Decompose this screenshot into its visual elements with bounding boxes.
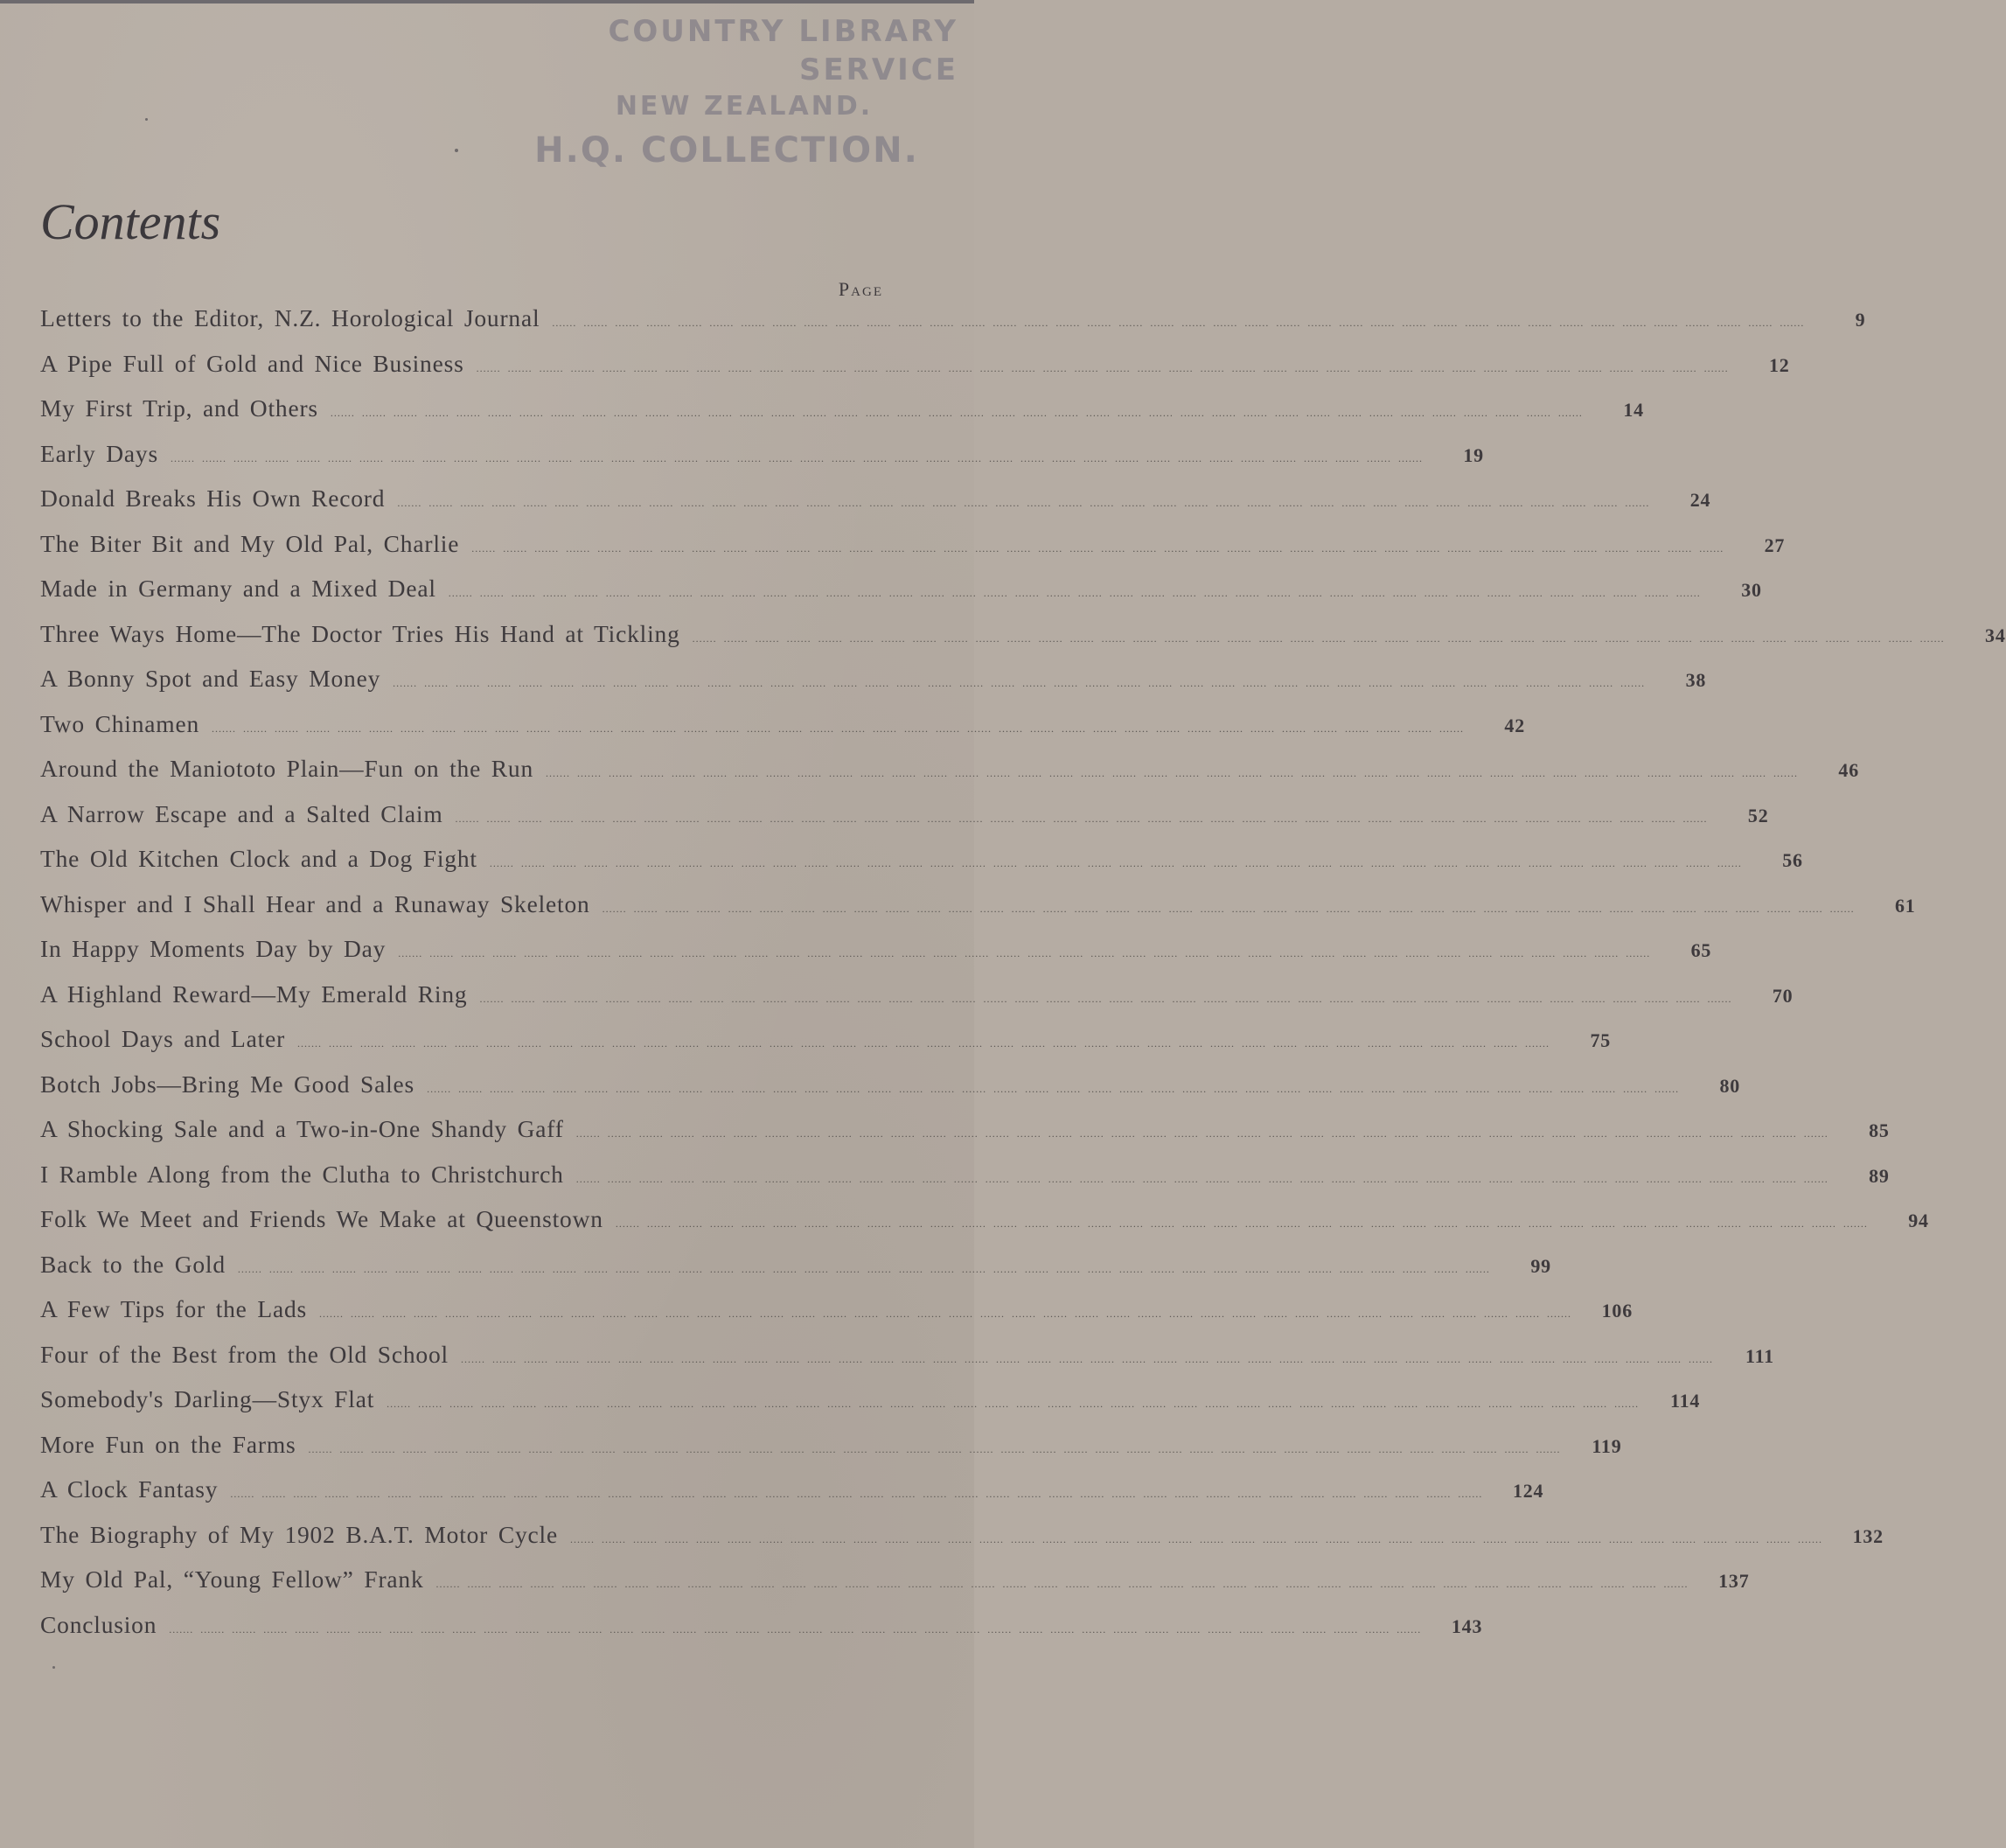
toc-entry-page: 85 — [1869, 1119, 1890, 1141]
dot-leader: ....... ....... ....... ....... ....... ....... ....... ....... ....... ....... ....... ....... ....... ....... ....... ....... ....... ....... ....... ....... ....... ....... ....... ....... ....... ....... ....... ....... ....... ....... ....... ....... ....... ....... ....... ....... ....... ....... ....... ....... — [427, 1082, 1680, 1095]
toc-entry — [40, 575, 1762, 620]
stamp-line-3: H.Q. COLLECTION. — [534, 130, 919, 171]
dot-leader: ....... ....... ....... ....... ....... ....... ....... ....... ....... ....... ....... ....... ....... ....... ....... ....... ....... ....... ....... ....... ....... ....... ....... ....... ....... ....... ....... ....... ....... ....... ....... ....... ....... ....... ....... ....... ....... ....... ....... ....... — [212, 722, 1464, 735]
toc-entry-page: 99 — [1530, 1254, 1551, 1277]
library-stamp — [469, 12, 958, 177]
dot-leader: ....... ....... ....... ....... ....... ....... ....... ....... ....... ....... ....... ....... ....... ....... ....... ....... ....... ....... ....... ....... ....... ....... ....... ....... ....... ....... ....... ....... ....... ....... ....... ....... ....... ....... ....... ....... ....... ....... ....... ....... — [471, 541, 1724, 554]
dot-leader: ....... ....... ....... ....... ....... ....... ....... ....... ....... ....... ....... ....... ....... ....... ....... ....... ....... ....... ....... ....... ....... ....... ....... ....... ....... ....... ....... ....... ....... ....... ....... ....... ....... ....... ....... ....... ....... ....... ....... ....... — [330, 407, 1583, 419]
toc-entry-page: 119 — [1592, 1434, 1622, 1457]
page-column-label: Page — [838, 278, 883, 300]
toc-entry-page: 38 — [1685, 669, 1707, 691]
toc-entry-title: School Days and Later — [40, 1025, 286, 1052]
toc-entry-title: Folk We Meet and Friends We Make at Queenstown — [40, 1205, 603, 1232]
toc-entry-title: Early Days — [40, 439, 158, 467]
toc-entry — [40, 394, 1644, 440]
toc-entry-title: A Few Tips for the Lads — [40, 1295, 308, 1322]
toc-entry-page: 143 — [1451, 1614, 1483, 1637]
toc-entry-title: Donald Breaks His Own Record — [40, 485, 386, 512]
toc-entry-title: A Pipe Full of Gold and Nice Business — [40, 349, 464, 377]
toc-entry — [40, 889, 1916, 936]
toc-entry-title: In Happy Moments Day by Day — [40, 935, 387, 962]
toc-entry-title: A Shocking Sale and a Two-in-One Shandy Gaff — [40, 1115, 564, 1142]
toc-entry-title: Made in Germany and a Mixed Deal — [40, 575, 436, 602]
dot-leader: ....... ....... ....... ....... ....... ....... ....... ....... ....... ....... ....... ....... ....... ....... ....... ....... ....... ....... ....... ....... ....... ....... ....... ....... ....... ....... ....... ....... ....... ....... ....... ....... ....... ....... ....... ....... ....... ....... ....... ....... — [575, 1172, 1828, 1185]
toc-entry-page: 34 — [1985, 624, 2006, 646]
page-top-edge — [0, 0, 974, 3]
toc-entry — [40, 1610, 1483, 1656]
toc-entry — [40, 349, 1790, 395]
toc-entry-page: 75 — [1590, 1029, 1612, 1051]
toc-entry — [40, 1430, 1622, 1476]
toc-entry-page: 19 — [1463, 443, 1484, 466]
toc-entry-title: A Clock Fantasy — [40, 1475, 219, 1503]
dot-leader: ....... ....... ....... ....... ....... ....... ....... ....... ....... ....... ....... ....... ....... ....... ....... ....... ....... ....... ....... ....... ....... ....... ....... ....... ....... ....... ....... ....... ....... ....... ....... ....... ....... ....... ....... ....... ....... ....... ....... ....... — [387, 1398, 1640, 1410]
paper-speck — [52, 1666, 55, 1669]
toc-entry-page: 46 — [1838, 759, 1860, 781]
toc-entry-page: 14 — [1623, 399, 1644, 421]
toc-entry — [40, 1340, 1774, 1386]
dot-leader: ....... ....... ....... ....... ....... ....... ....... ....... ....... ....... ....... ....... ....... ....... ....... ....... ....... ....... ....... ....... ....... ....... ....... ....... ....... ....... ....... ....... ....... ....... ....... ....... ....... ....... ....... ....... ....... ....... ....... ....... — [476, 361, 1729, 374]
toc-entry — [40, 1160, 1890, 1206]
toc-entry — [40, 439, 1484, 485]
dot-leader: ....... ....... ....... ....... ....... ....... ....... ....... ....... ....... ....... ....... ....... ....... ....... ....... ....... ....... ....... ....... ....... ....... ....... ....... ....... ....... ....... ....... ....... ....... ....... ....... ....... ....... ....... ....... ....... ....... ....... ....... — [569, 1532, 1822, 1545]
dot-leader: ....... ....... ....... ....... ....... ....... ....... ....... ....... ....... ....... ....... ....... ....... ....... ....... ....... ....... ....... ....... ....... ....... ....... ....... ....... ....... ....... ....... ....... ....... ....... ....... ....... ....... ....... ....... ....... ....... ....... ....... — [460, 1352, 1713, 1365]
toc-entry — [40, 935, 1712, 980]
dot-leader: ....... ....... ....... ....... ....... ....... ....... ....... ....... ....... ....... ....... ....... ....... ....... ....... ....... ....... ....... ....... ....... ....... ....... ....... ....... ....... ....... ....... ....... ....... ....... ....... ....... ....... ....... ....... ....... ....... ....... ....... — [308, 1442, 1561, 1455]
toc-entry — [40, 619, 2006, 666]
dot-leader: ....... ....... ....... ....... ....... ....... ....... ....... ....... ....... ....... ....... ....... ....... ....... ....... ....... ....... ....... ....... ....... ....... ....... ....... ....... ....... ....... ....... ....... ....... ....... ....... ....... ....... ....... ....... ....... ....... ....... ....... — [435, 1578, 1689, 1590]
dot-leader: ....... ....... ....... ....... ....... ....... ....... ....... ....... ....... ....... ....... ....... ....... ....... ....... ....... ....... ....... ....... ....... ....... ....... ....... ....... ....... ....... ....... ....... ....... ....... ....... ....... ....... ....... ....... ....... ....... ....... ....... — [397, 497, 1650, 509]
toc-entry — [40, 304, 1866, 350]
toc-entry-page: 56 — [1782, 849, 1803, 871]
toc-entry-title: Conclusion — [40, 1610, 157, 1638]
toc-entry-title: A Narrow Escape and a Salted Claim — [40, 799, 443, 827]
toc-entry — [40, 1520, 1884, 1566]
dot-leader: ....... ....... ....... ....... ....... ....... ....... ....... ....... ....... ....... ....... ....... ....... ....... ....... ....... ....... ....... ....... ....... ....... ....... ....... ....... ....... ....... ....... ....... ....... ....... ....... ....... ....... ....... ....... ....... ....... ....... ....... — [393, 677, 1646, 689]
toc-entry-page: 30 — [1741, 579, 1762, 601]
toc-entry-title: Whisper and I Shall Hear and a Runaway Skeleton — [40, 889, 590, 917]
dot-leader: ....... ....... ....... ....... ....... ....... ....... ....... ....... ....... ....... ....... ....... ....... ....... ....... ....... ....... ....... ....... ....... ....... ....... ....... ....... ....... ....... ....... ....... ....... ....... ....... ....... ....... ....... ....... ....... ....... ....... ....... — [546, 767, 1799, 779]
toc-entry — [40, 1566, 1750, 1611]
toc-entry-title: Two Chinamen — [40, 709, 199, 737]
toc-entry — [40, 755, 1860, 800]
toc-entry — [40, 709, 1525, 756]
toc-entry — [40, 799, 1769, 846]
dot-leader: ....... ....... ....... ....... ....... ....... ....... ....... ....... ....... ....... ....... ....... ....... ....... ....... ....... ....... ....... ....... ....... ....... ....... ....... ....... ....... ....... ....... ....... ....... ....... ....... ....... ....... ....... ....... ....... ....... ....... ....... — [297, 1037, 1550, 1050]
toc-entry-title: Letters to the Editor, N.Z. Horological Journal — [40, 304, 540, 331]
toc-entry — [40, 1025, 1612, 1070]
toc-entry — [40, 980, 1794, 1026]
dot-leader: ....... ....... ....... ....... ....... ....... ....... ....... ....... ....... ....... ....... ....... ....... ....... ....... ....... ....... ....... ....... ....... ....... ....... ....... ....... ....... ....... ....... ....... ....... ....... ....... ....... ....... ....... ....... ....... ....... ....... ....... — [692, 631, 1945, 645]
toc-entry-title: Around the Maniototo Plain—Fun on the Run — [40, 755, 534, 782]
toc-entry-page: 24 — [1689, 489, 1711, 511]
toc-entry — [40, 1295, 1633, 1341]
stamp-line-2: NEW ZEALAND. — [615, 91, 874, 122]
toc-entry — [40, 845, 1803, 890]
toc-entry-page: 132 — [1852, 1524, 1884, 1547]
dot-leader: ....... ....... ....... ....... ....... ....... ....... ....... ....... ....... ....... ....... ....... ....... ....... ....... ....... ....... ....... ....... ....... ....... ....... ....... ....... ....... ....... ....... ....... ....... ....... ....... ....... ....... ....... ....... ....... ....... ....... ....... — [479, 992, 1732, 1005]
toc-entry-page: 137 — [1718, 1570, 1750, 1592]
toc-entry — [40, 529, 1786, 575]
toc-entry-title: The Old Kitchen Clock and a Dog Fight — [40, 845, 477, 872]
toc-entry-title: Four of the Best from the Old School — [40, 1340, 449, 1368]
dot-leader: ....... ....... ....... ....... ....... ....... ....... ....... ....... ....... ....... ....... ....... ....... ....... ....... ....... ....... ....... ....... ....... ....... ....... ....... ....... ....... ....... ....... ....... ....... ....... ....... ....... ....... ....... ....... ....... ....... ....... ....... — [170, 451, 1423, 464]
dot-leader: ....... ....... ....... ....... ....... ....... ....... ....... ....... ....... ....... ....... ....... ....... ....... ....... ....... ....... ....... ....... ....... ....... ....... ....... ....... ....... ....... ....... ....... ....... ....... ....... ....... ....... ....... ....... ....... ....... ....... ....... — [602, 902, 1855, 915]
dot-leader: ....... ....... ....... ....... ....... ....... ....... ....... ....... ....... ....... ....... ....... ....... ....... ....... ....... ....... ....... ....... ....... ....... ....... ....... ....... ....... ....... ....... ....... ....... ....... ....... ....... ....... ....... ....... ....... ....... ....... ....... — [230, 1488, 1483, 1500]
toc-entry — [40, 1475, 1544, 1521]
toc-entry-title: Somebody's Darling—Styx Flat — [40, 1385, 375, 1412]
toc-entry-page: 124 — [1512, 1480, 1544, 1502]
dot-leader: ....... ....... ....... ....... ....... ....... ....... ....... ....... ....... ....... ....... ....... ....... ....... ....... ....... ....... ....... ....... ....... ....... ....... ....... ....... ....... ....... ....... ....... ....... ....... ....... ....... ....... ....... ....... ....... ....... ....... ....... — [615, 1217, 1868, 1230]
toc-entry-page: 42 — [1504, 714, 1525, 736]
toc-entry — [40, 665, 1707, 710]
dot-leader: ....... ....... ....... ....... ....... ....... ....... ....... ....... ....... ....... ....... ....... ....... ....... ....... ....... ....... ....... ....... ....... ....... ....... ....... ....... ....... ....... ....... ....... ....... ....... ....... ....... ....... ....... ....... ....... ....... ....... ....... — [169, 1622, 1422, 1635]
table-of-contents — [40, 304, 2006, 1656]
toc-entry-title: A Bonny Spot and Easy Money — [40, 665, 381, 692]
dot-leader: ....... ....... ....... ....... ....... ....... ....... ....... ....... ....... ....... ....... ....... ....... ....... ....... ....... ....... ....... ....... ....... ....... ....... ....... ....... ....... ....... ....... ....... ....... ....... ....... ....... ....... ....... ....... ....... ....... ....... ....... — [552, 317, 1805, 329]
toc-entry-title: The Biter Bit and My Old Pal, Charlie — [40, 529, 460, 557]
toc-entry-title: The Biography of My 1902 B.A.T. Motor Cycle — [40, 1520, 558, 1548]
toc-entry-title: Three Ways Home—The Doctor Tries His Hand at Tickling — [40, 619, 680, 647]
toc-entry — [40, 1385, 1701, 1431]
paper-speck — [145, 118, 148, 121]
toc-entry-title: Botch Jobs—Bring Me Good Sales — [40, 1070, 415, 1098]
toc-entry-page: 89 — [1869, 1164, 1890, 1187]
dot-leader: ....... ....... ....... ....... ....... ....... ....... ....... ....... ....... ....... ....... ....... ....... ....... ....... ....... ....... ....... ....... ....... ....... ....... ....... ....... ....... ....... ....... ....... ....... ....... ....... ....... ....... ....... ....... ....... ....... ....... ....... — [575, 1127, 1828, 1140]
toc-entry-page: 52 — [1747, 804, 1769, 826]
toc-entry-title: My First Trip, and Others — [40, 394, 318, 422]
toc-entry — [40, 1070, 1741, 1116]
toc-entry-page: 70 — [1772, 984, 1794, 1007]
toc-entry-title: Back to the Gold — [40, 1250, 226, 1278]
toc-entry-page: 80 — [1719, 1074, 1741, 1097]
dot-leader: ....... ....... ....... ....... ....... ....... ....... ....... ....... ....... ....... ....... ....... ....... ....... ....... ....... ....... ....... ....... ....... ....... ....... ....... ....... ....... ....... ....... ....... ....... ....... ....... ....... ....... ....... ....... ....... ....... ....... ....... — [448, 587, 1701, 599]
toc-entry-title: My Old Pal, “Young Fellow” Frank — [40, 1566, 424, 1593]
toc-entry-page: 65 — [1690, 939, 1712, 961]
dot-leader: ....... ....... ....... ....... ....... ....... ....... ....... ....... ....... ....... ....... ....... ....... ....... ....... ....... ....... ....... ....... ....... ....... ....... ....... ....... ....... ....... ....... ....... ....... ....... ....... ....... ....... ....... ....... ....... ....... ....... ....... — [398, 947, 1651, 959]
dot-leader: ....... ....... ....... ....... ....... ....... ....... ....... ....... ....... ....... ....... ....... ....... ....... ....... ....... ....... ....... ....... ....... ....... ....... ....... ....... ....... ....... ....... ....... ....... ....... ....... ....... ....... ....... ....... ....... ....... ....... ....... — [237, 1262, 1490, 1275]
dot-leader: ....... ....... ....... ....... ....... ....... ....... ....... ....... ....... ....... ....... ....... ....... ....... ....... ....... ....... ....... ....... ....... ....... ....... ....... ....... ....... ....... ....... ....... ....... ....... ....... ....... ....... ....... ....... ....... ....... ....... ....... — [489, 857, 1742, 869]
toc-entry-page: 111 — [1745, 1344, 1774, 1367]
toc-entry-page: 114 — [1669, 1390, 1701, 1412]
toc-entry-title: I Ramble Along from the Clutha to Christchurch — [40, 1160, 564, 1188]
page-title: Contents — [40, 193, 221, 250]
paper-speck — [455, 149, 458, 152]
dot-leader: ....... ....... ....... ....... ....... ....... ....... ....... ....... ....... ....... ....... ....... ....... ....... ....... ....... ....... ....... ....... ....... ....... ....... ....... ....... ....... ....... ....... ....... ....... ....... ....... ....... ....... ....... ....... ....... ....... ....... ....... — [319, 1308, 1572, 1320]
toc-entry-title: A Highland Reward—My Emerald Ring — [40, 980, 468, 1008]
dot-leader: ....... ....... ....... ....... ....... ....... ....... ....... ....... ....... ....... ....... ....... ....... ....... ....... ....... ....... ....... ....... ....... ....... ....... ....... ....... ....... ....... ....... ....... ....... ....... ....... ....... ....... ....... ....... ....... ....... ....... ....... — [455, 812, 1708, 825]
toc-entry — [40, 1115, 1890, 1161]
stamp-line-1: COUNTRY LIBRARY SERVICE — [608, 14, 958, 87]
toc-entry — [40, 1205, 1929, 1251]
toc-entry — [40, 1250, 1551, 1296]
toc-entry-title: More Fun on the Farms — [40, 1430, 296, 1458]
toc-entry — [40, 485, 1711, 530]
toc-entry-page: 94 — [1908, 1210, 1929, 1231]
toc-entry-page: 27 — [1764, 533, 1786, 556]
toc-entry-page: 12 — [1769, 353, 1790, 376]
toc-entry-page: 61 — [1895, 894, 1916, 917]
toc-entry-page: 106 — [1601, 1300, 1633, 1321]
toc-entry-page: 9 — [1855, 309, 1866, 331]
